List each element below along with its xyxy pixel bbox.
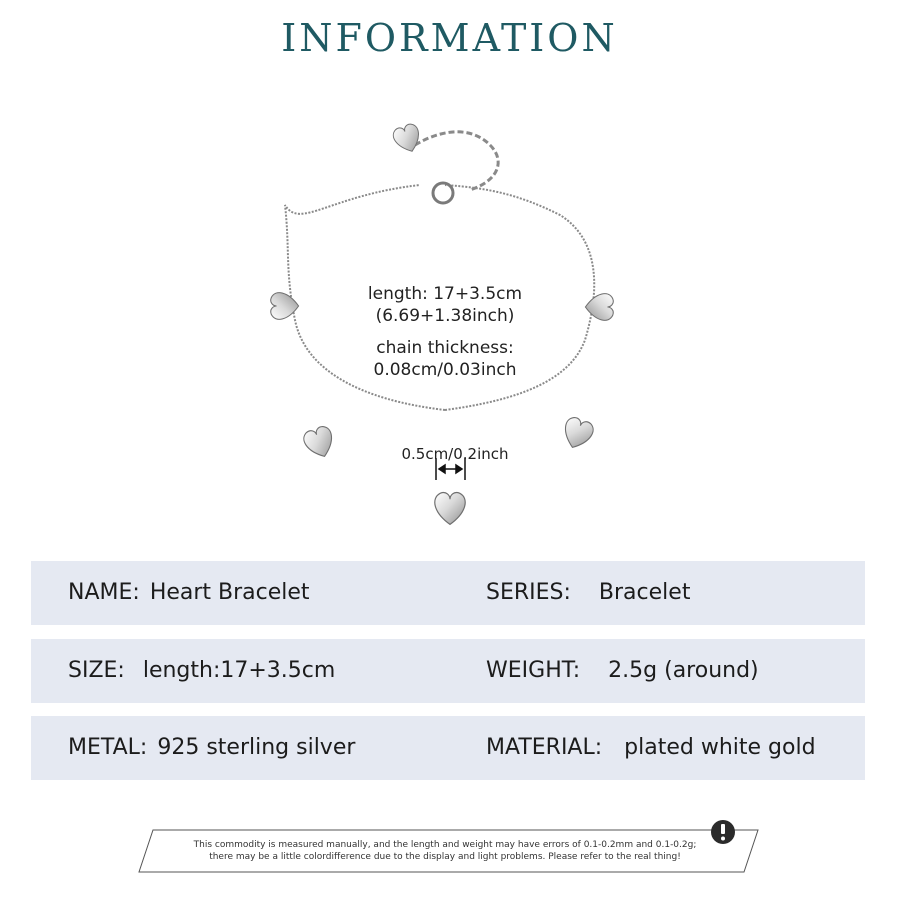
heart-charm <box>435 493 465 525</box>
spec-key: WEIGHT: <box>486 658 581 683</box>
spec-size <box>68 639 335 703</box>
spec-row <box>31 716 865 780</box>
spec-key: MATERIAL: <box>486 735 603 760</box>
page-title: INFORMATION <box>281 16 618 60</box>
notice-line2: there may be a little colordifference due to the display and light problems. Please refer to the real thing! <box>209 852 681 862</box>
heart-charm <box>559 415 595 452</box>
spec-value: Bracelet <box>598 580 691 605</box>
spec-value: length:17+3.5cm <box>142 658 336 683</box>
heart-charm <box>271 293 299 320</box>
heart-tag <box>391 122 424 156</box>
extension-chain <box>415 132 498 190</box>
heart-size-spec: 0.5cm/0.2inch <box>401 445 509 463</box>
spec-value: Heart Bracelet <box>149 580 310 605</box>
spec-row <box>31 639 865 703</box>
spec-key: METAL: <box>68 735 148 760</box>
spec-value: plated white gold <box>624 735 816 760</box>
spec-row <box>31 561 865 625</box>
bracelet-illustration <box>0 100 899 560</box>
thickness-spec <box>340 337 550 381</box>
notice-text <box>160 839 730 863</box>
bracelet-figure <box>0 100 899 560</box>
clasp <box>433 183 453 203</box>
length-spec <box>340 283 550 327</box>
spec-value: 2.5g (around) <box>608 658 759 683</box>
spec-series <box>486 561 690 625</box>
thickness-line2: 0.08cm/0.03inch <box>373 360 517 380</box>
spec-material <box>486 716 816 780</box>
spec-weight <box>486 639 759 703</box>
heart-charm <box>585 294 613 321</box>
spec-name <box>68 561 310 625</box>
length-line2: (6.69+1.38inch) <box>375 306 515 326</box>
spec-key: NAME: <box>68 580 140 605</box>
spec-metal <box>68 716 355 780</box>
heart-charm <box>301 424 337 461</box>
spec-value: 925 sterling silver <box>157 735 356 760</box>
length-line1: length: 17+3.5cm <box>367 284 523 304</box>
spec-key: SIZE: <box>68 658 125 683</box>
notice-line1: This commodity is measured manually, and the length and weight may have errors of 0.1-0.2mm and 0.1-0.2g; <box>193 840 697 850</box>
spec-key: SERIES: <box>486 580 571 605</box>
thickness-line1: chain thickness: <box>376 338 514 358</box>
